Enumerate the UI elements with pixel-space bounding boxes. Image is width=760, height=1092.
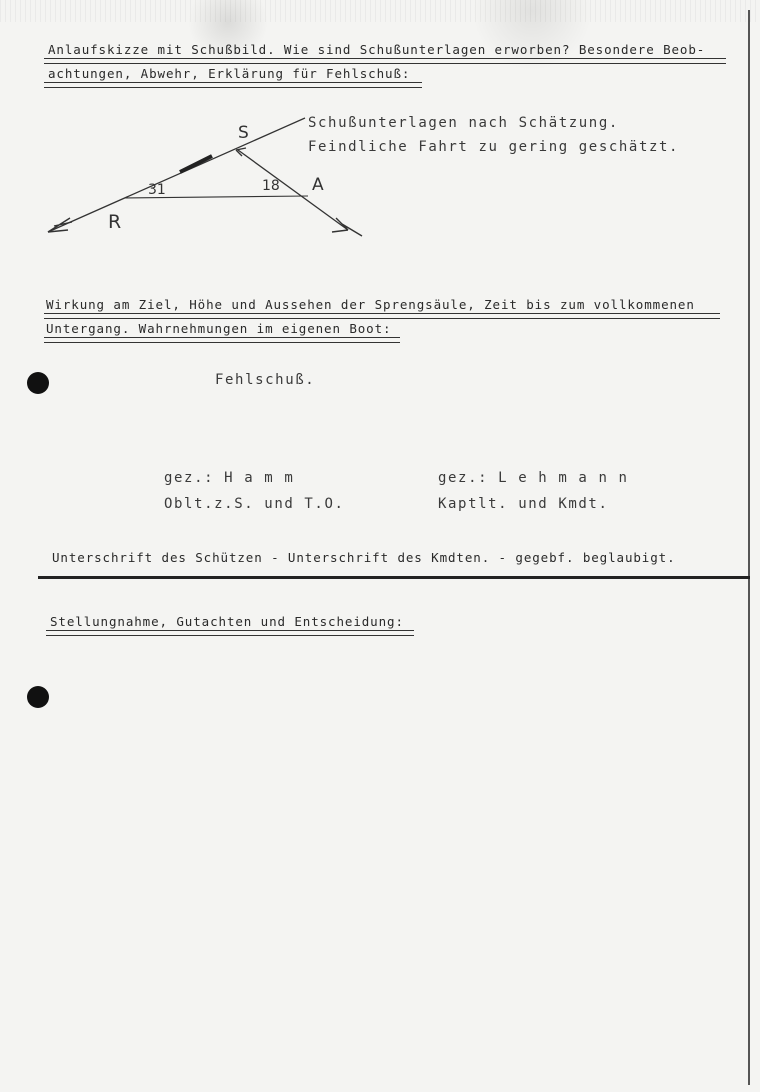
- punch-hole-bottom: [27, 686, 49, 708]
- punch-hole-top: [27, 372, 49, 394]
- sketch-note-line2: Feindliche Fahrt zu gering geschätzt.: [308, 139, 680, 155]
- target-course-line: [48, 118, 305, 232]
- label-a: A: [312, 175, 324, 195]
- sketch-note-line1: Schußunterlagen nach Schätzung.: [308, 115, 619, 131]
- section2-underline-1: [44, 313, 720, 319]
- section2-underline-2: [44, 337, 400, 343]
- result-text: Fehlschuß.: [215, 372, 316, 388]
- section2-heading-line1: Wirkung am Ziel, Höhe und Aussehen der Sprengsäule, Zeit bis zum vollkommenen: [46, 297, 695, 312]
- section3-heading: Stellungnahme, Gutachten und Entscheidung:: [50, 614, 404, 629]
- section1-heading-line2: achtungen, Abwehr, Erklärung für Fehlschuß:: [48, 66, 411, 81]
- scan-noise: [0, 0, 760, 22]
- section-divider-rule: [38, 576, 750, 579]
- label-r: R: [108, 211, 122, 233]
- attack-sketch: [40, 110, 380, 250]
- section1-underline-2: [44, 82, 422, 88]
- signature-right-rank: Kaptlt. und Kmdt.: [438, 496, 609, 512]
- angle-label-2: 18: [262, 178, 280, 194]
- ship-mark: [180, 156, 212, 172]
- section3-underline: [46, 630, 414, 636]
- signature-right-name: gez.: L e h m a n n: [438, 470, 629, 486]
- section1-heading-line1: Anlaufskizze mit Schußbild. Wie sind Schußunterlagen erworben? Besondere Beob-: [48, 42, 706, 57]
- page-edge-line: [748, 10, 750, 1085]
- label-s: S: [238, 123, 249, 143]
- arrow-tail-right: [332, 218, 362, 236]
- arrow-tail-left: [48, 218, 72, 232]
- section1-underline-1: [44, 58, 726, 64]
- angle-label-1: 31: [148, 182, 166, 198]
- signature-caption: Unterschrift des Schützen - Unterschrift des Kmdten. - gegebf. beglaubigt.: [52, 550, 676, 565]
- signature-left-name: gez.: H a m m: [164, 470, 295, 486]
- torpedo-track-line: [238, 150, 348, 230]
- section2-heading-line2: Untergang. Wahrnehmungen im eigenen Boot:: [46, 321, 392, 336]
- signature-left-rank: Oblt.z.S. und T.O.: [164, 496, 345, 512]
